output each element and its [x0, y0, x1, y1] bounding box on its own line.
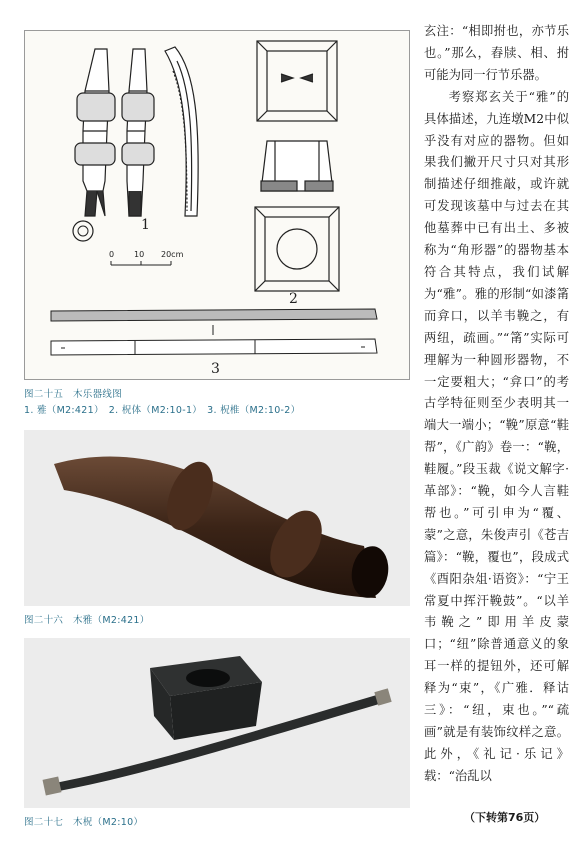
figure-25-line-drawing — [24, 30, 410, 380]
figure-25-caption-items: 1. 雅（M2:421） 2. 柷体（M2:10-1） 3. 柷椎（M2:10-2） — [24, 405, 301, 416]
body-paragraph-1: 玄注：“相即拊也，亦节乐也。”那么，舂牍、相、拊可能为同一行节乐器。 — [424, 24, 569, 82]
body-text-column — [424, 21, 569, 788]
figure-number-2: 2 — [289, 291, 298, 307]
figure-number-1: 1 — [141, 217, 150, 233]
zhu-bottom-view — [255, 207, 339, 291]
scale-bar — [111, 261, 171, 265]
scale-label-20cm: 20cm — [161, 250, 184, 259]
figure-26-photo — [24, 430, 410, 606]
scale-label-0: 0 — [109, 250, 115, 259]
ya-end-view — [73, 221, 93, 241]
figure-27-photo — [24, 638, 410, 808]
figure-25-caption-title: 图二十五 木乐器线图 — [24, 389, 123, 400]
figure-27-caption: 图二十七 木柷（M2:10） — [24, 817, 144, 828]
mallet-top-view — [51, 309, 377, 335]
ya-section-view — [165, 47, 198, 216]
ya-front-view — [75, 49, 115, 216]
ya-side-view — [122, 49, 154, 216]
mallet-side-view — [51, 339, 377, 355]
body-paragraph-2: 考察郑玄关于“雅”的具体描述，九连墩M2中似乎没有对应的器物。但如果我们撇开尺寸只对其形制描述仔细推敲，或许就可发现该墓中与过去在其他墓葬中已有出土、多被称为“角形器”的器物基本符合其特点，我们试解为“雅”。雅的形制“如漆筩而弇口，以羊韦鞔之，有两纽，疏画。”“筩”实际可理解为一种圆形器物，不一定要粗大；“弇口”的考古学特征则至少表明其一端大一端小；“鞔”原意“鞋帮”，《广韵》卷一：“鞔，鞋履。”段玉裁《说文解字·革部》：“鞔，如今人言鞋帮也。”可引申为“覆、蒙”之意，朱俊声引《苍吉篇》：“鞔，覆也”，段成式《酉阳杂俎·语资》：“宁王常夏中挥汗鞔鼓”。“以羊韦鞔之”即用羊皮蒙口；“纽”除普通意义的象耳一样的提钮外，还可解释为“束”，《广雅．释诂三》：“纽，束也。”“疏画”就是有装饰纹样之意。此外，《礼记·乐记》载：“治乱以 — [424, 89, 569, 783]
figure-number-3: 3 — [211, 361, 220, 377]
zhu-section-view — [261, 141, 333, 191]
continued-note: （下转第76页） — [464, 811, 546, 824]
figure-26-caption: 图二十六 木雅（M2:421） — [24, 615, 150, 626]
wooden-zhu-box — [150, 656, 262, 740]
mallet-end-left — [43, 777, 62, 796]
zhu-top-view — [257, 41, 337, 121]
scale-label-10: 10 — [134, 250, 145, 259]
wooden-ya-body — [54, 457, 376, 598]
